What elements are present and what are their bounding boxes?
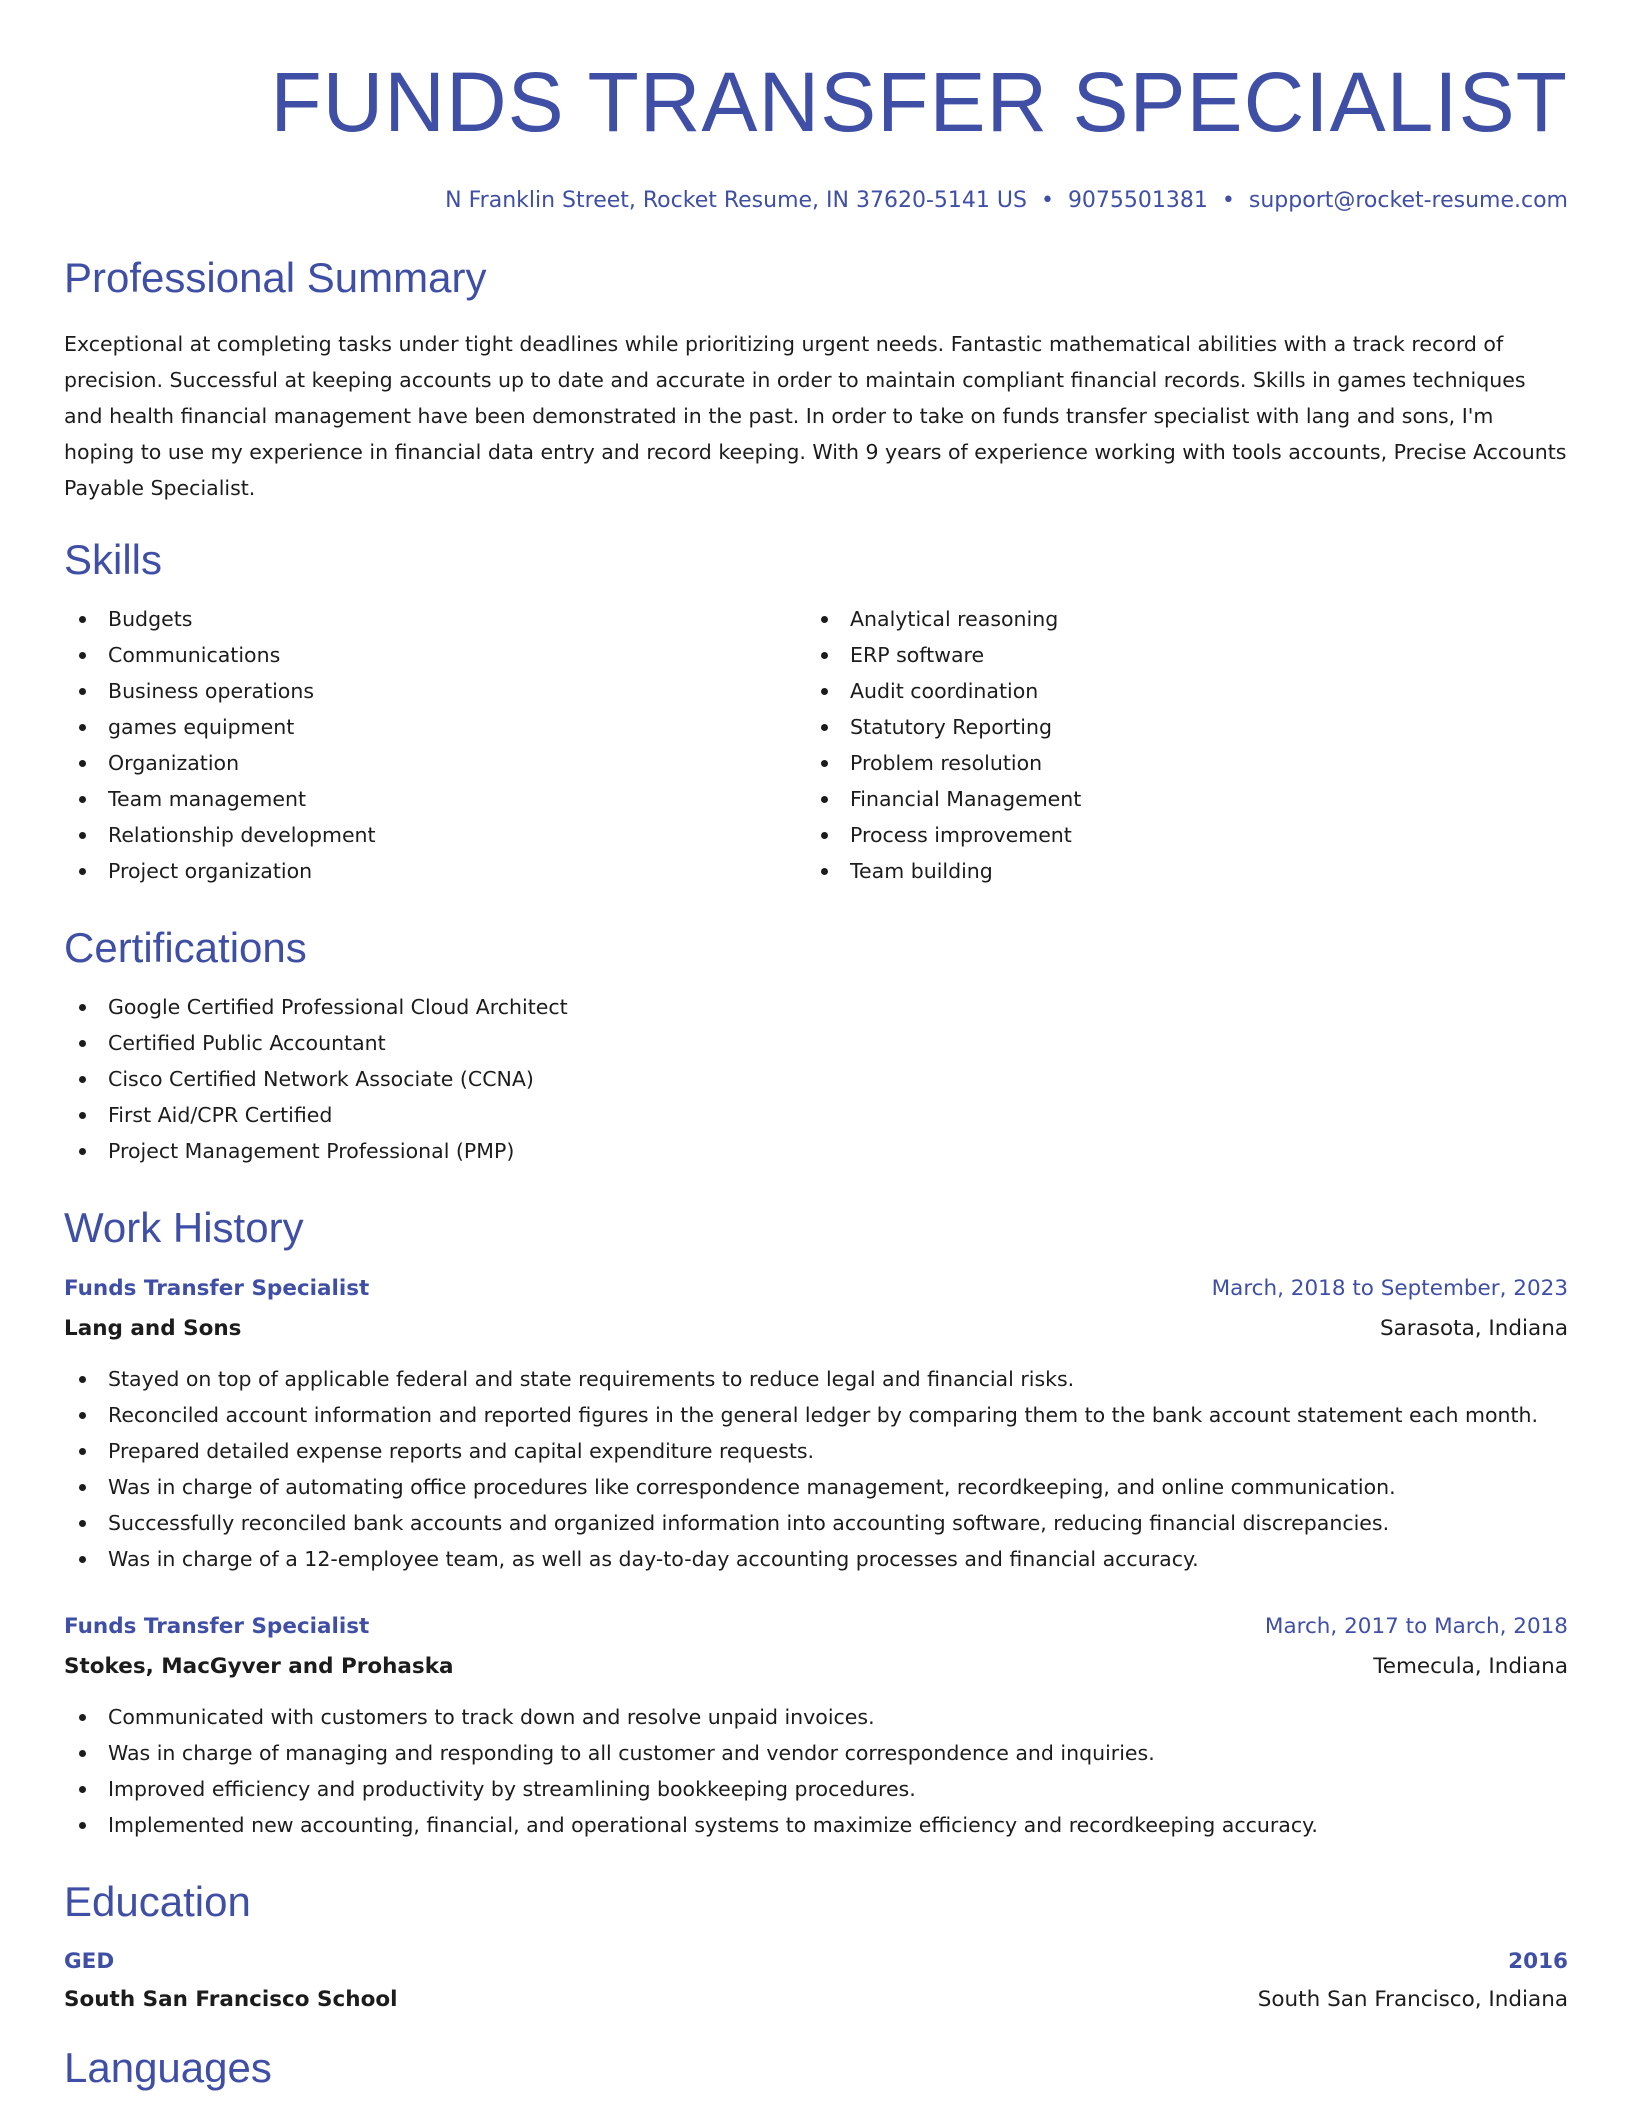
job-bullet: Stayed on top of applicable federal and state requirements to reduce legal and financial risks.	[64, 1361, 1568, 1397]
job-company-row	[64, 1647, 1568, 1687]
job-dates: March, 2017 to March, 2018	[1264, 1614, 1568, 1640]
certification-item: Cisco Certified Network Associate (CCNA)	[64, 1061, 1568, 1097]
job-bullet: Successfully reconciled bank accounts and organized information into accounting software, reducing financial discrepancies.	[64, 1505, 1568, 1541]
skill-item: Process improvement	[806, 817, 1548, 853]
skills-right-list	[806, 601, 1548, 889]
job-bullet: Was in charge of a 12-employee team, as well as day-to-day accounting processes and financial accuracy.	[64, 1541, 1568, 1577]
job-bullet: Communicated with customers to track down and resolve unpaid invoices.	[64, 1699, 1568, 1735]
job-entry	[64, 1269, 1568, 1577]
skill-item: Financial Management	[806, 781, 1548, 817]
contact-address: N Franklin Street, Rocket Resume, IN 37620-5141 US	[445, 188, 1027, 213]
job-location: Temecula, Indiana	[1373, 1654, 1568, 1680]
job-bullet: Was in charge of automating office procedures like correspondence management, recordkeeping, and online communication.	[64, 1469, 1568, 1505]
skill-item: Budgets	[64, 601, 806, 637]
skill-item: Team management	[64, 781, 806, 817]
education-year: 2016	[1508, 1949, 1568, 1975]
job-title: Funds Transfer Specialist	[64, 1276, 370, 1302]
certifications-list	[64, 989, 1568, 1169]
job-company: Lang and Sons	[64, 1316, 242, 1342]
certifications-heading: Certifications	[64, 924, 307, 972]
certification-item: First Aid/CPR Certified	[64, 1097, 1568, 1133]
skill-item: Business operations	[64, 673, 806, 709]
skills-left-list	[64, 601, 806, 889]
skill-item: Communications	[64, 637, 806, 673]
education-degree-row	[64, 1943, 1568, 1981]
job-title-row	[64, 1269, 1568, 1309]
education-school-row	[64, 1981, 1568, 2019]
contact-phone: 9075501381	[1067, 188, 1208, 213]
job-bullets	[64, 1361, 1568, 1577]
job-title: Funds Transfer Specialist	[64, 1614, 370, 1640]
skill-item: Statutory Reporting	[806, 709, 1548, 745]
job-location: Sarasota, Indiana	[1379, 1316, 1568, 1342]
skills-grid	[64, 601, 1568, 889]
job-bullet: Implemented new accounting, financial, and operational systems to maximize efficiency and recordkeeping accuracy.	[64, 1807, 1568, 1843]
job-bullets	[64, 1699, 1568, 1843]
languages-heading: Languages	[64, 2044, 272, 2092]
education-entry	[64, 1943, 1568, 2019]
work-history-heading: Work History	[64, 1204, 304, 1252]
skill-item: games equipment	[64, 709, 806, 745]
skill-item: Problem resolution	[806, 745, 1548, 781]
job-bullet: Reconciled account information and reported figures in the general ledger by comparing them to the bank account statement each month.	[64, 1397, 1568, 1433]
skill-item: Relationship development	[64, 817, 806, 853]
job-title-row	[64, 1607, 1568, 1647]
contact-email: support@rocket-resume.com	[1248, 188, 1568, 213]
certification-item: Google Certified Professional Cloud Architect	[64, 989, 1568, 1025]
skill-item: Project organization	[64, 853, 806, 889]
resume-page	[64, 0, 1568, 2092]
education-heading: Education	[64, 1878, 251, 1926]
job-entry	[64, 1607, 1568, 1843]
contact-separator: •	[1040, 188, 1054, 213]
job-company: Stokes, MacGyver and Prohaska	[64, 1654, 454, 1680]
resume-name: FUNDS TRANSFER SPECIALIST	[270, 55, 1568, 149]
skill-item: Audit coordination	[806, 673, 1548, 709]
summary-heading: Professional Summary	[64, 254, 487, 302]
education-location: South San Francisco, Indiana	[1257, 1987, 1568, 2013]
contact-line	[64, 188, 1568, 214]
summary-text: Exceptional at completing tasks under tight deadlines while prioritizing urgent needs. Fantastic mathematical abilities with a track record of precision. Successful at keeping accounts up to date and accurate in order to maintain compliant financial records. Skills in games techniques and health financial management have been demonstrated in the past. In order to take on funds transfer specialist with lang and sons, I'm hoping to use my experience in financial data entry and record keeping. With 9 years of experience working with tools accounts, Precise Accounts Payable Specialist.	[64, 332, 1567, 501]
education-degree: GED	[64, 1949, 115, 1975]
skill-item: Organization	[64, 745, 806, 781]
education-school: South San Francisco School	[64, 1987, 398, 2013]
certification-item: Project Management Professional (PMP)	[64, 1133, 1568, 1169]
skill-item: ERP software	[806, 637, 1548, 673]
job-dates: March, 2018 to September, 2023	[1211, 1276, 1568, 1302]
contact-separator: •	[1221, 188, 1235, 213]
skill-item: Analytical reasoning	[806, 601, 1548, 637]
job-bullet: Improved efficiency and productivity by streamlining bookkeeping procedures.	[64, 1771, 1568, 1807]
skill-item: Team building	[806, 853, 1548, 889]
skills-heading: Skills	[64, 536, 163, 584]
job-company-row	[64, 1309, 1568, 1349]
job-bullet: Was in charge of managing and responding to all customer and vendor correspondence and inquiries.	[64, 1735, 1568, 1771]
job-bullet: Prepared detailed expense reports and capital expenditure requests.	[64, 1433, 1568, 1469]
certification-item: Certified Public Accountant	[64, 1025, 1568, 1061]
